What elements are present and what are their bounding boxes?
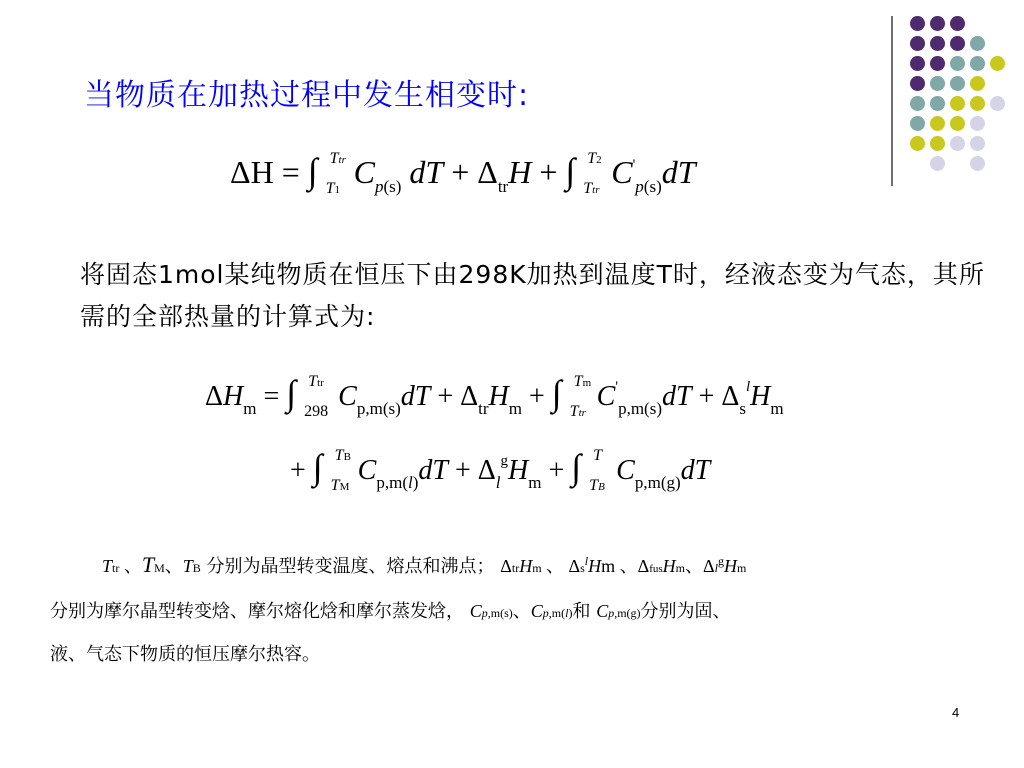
decorative-dots <box>896 8 1016 168</box>
description-line-3: 液、气态下物质的恒压摩尔热容。 <box>50 644 320 665</box>
equation-1: ΔH = ∫ Ttr T1 $C_{p(s)}$ dT + $\Delta_{tr}H$ + ∫ T2 Ttr $C'_{p(s)}dT$ <box>230 149 696 197</box>
description-line-1: Ttr 、TM、TB 分别为晶型转变温度、熔点和沸点； ΔtrHm 、 $\Delta s^lHm$ 、ΔfusHm、$\Delta l^gHm$ <box>102 552 747 577</box>
page-number: 4 <box>952 705 960 720</box>
slide-heading: 当物质在加热过程中发生相变时: <box>84 78 530 113</box>
vertical-divider <box>891 16 893 186</box>
equation-2-line-1: $\Delta H_m$ = ∫ Ttr 298 $C_{p,m(s)}dT + \Delta_{tr}H_m$ + ∫ Tm Ttr $C'_{p,m(s)}dT + \Delta_s^lH_m$ <box>205 372 784 420</box>
equation-2-line-2: + ∫ TB TM $C_{p,m(l)}dT + \Delta_l^gH_m$ + ∫ T TB $C_{p,m(g)}dT$ <box>290 446 711 494</box>
description-line-2: 分别为摩尔晶型转变焓、摩尔熔化焓和摩尔蒸发焓， Cp,m(s)、Cp,m(l)和 Cp,m(g)分别为固、 <box>50 601 731 622</box>
intro-paragraph: 将固态1mol某纯物质在恒压下由298K加热到温度T时，经液态变为气态，其所需的全部热量的计算式为: <box>80 260 985 331</box>
symbol-description <box>50 540 990 676</box>
